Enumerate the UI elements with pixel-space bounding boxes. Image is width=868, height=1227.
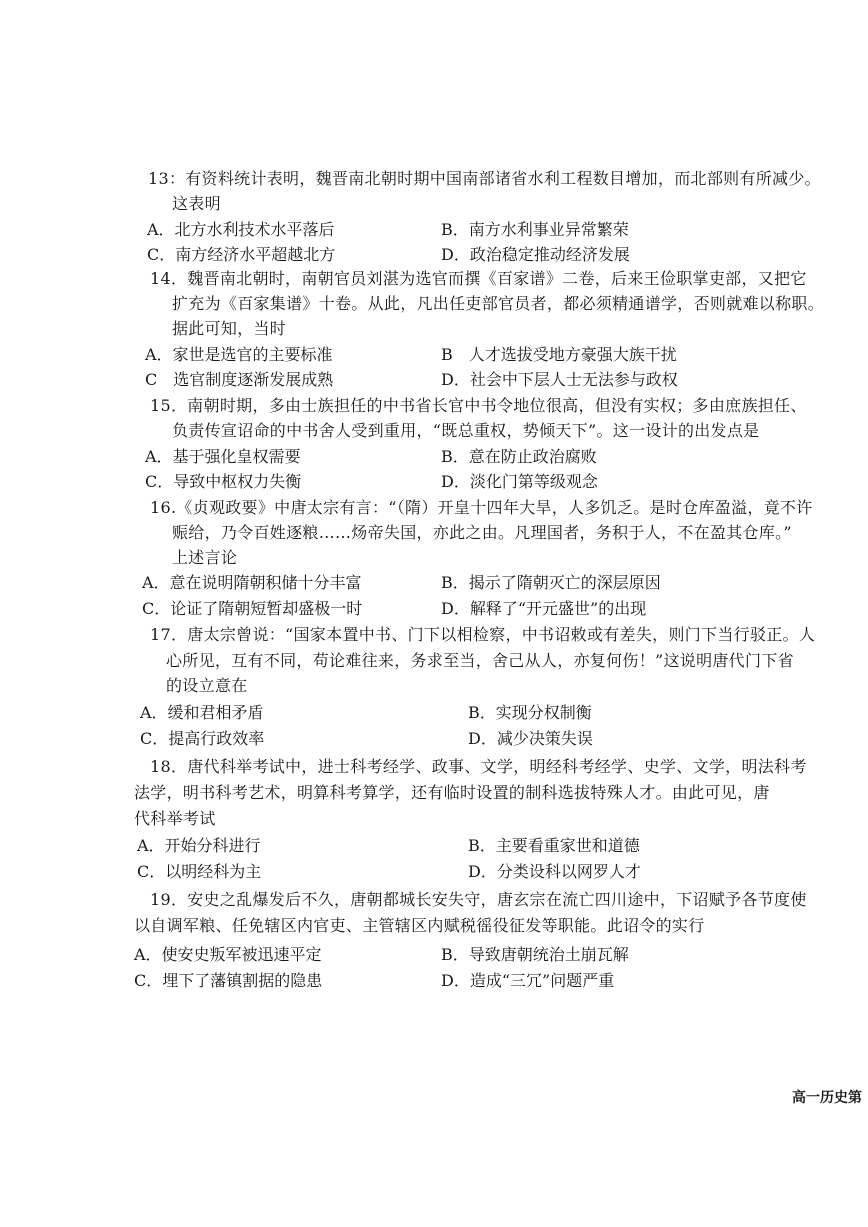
option-a: A．使安史叛军被迅速平定 — [134, 945, 322, 964]
option-d: D．减少决策失误 — [468, 729, 593, 748]
option-d: D．解释了“开元盛世”的出现 — [441, 599, 647, 618]
question-text-line: 据此可知，当时 — [172, 319, 287, 338]
option-c: C．提高行政效率 — [140, 729, 265, 748]
option-a: A．家世是选官的主要标准 — [145, 345, 333, 364]
option-b: B．揭示了隋朝灭亡的深层原因 — [441, 573, 661, 592]
question-text-line: 心所见，互有不同，苟论难往来，务求至当，舍己从人，亦复何伤！”这说明唐代门下省 — [166, 651, 794, 670]
question-text-line: 18．唐代科举考试中，进士科考经学、政事、文学，明经科考经学、史学、文学，明法科考 — [150, 757, 807, 776]
option-d: D．造成“三冗”问题严重 — [441, 971, 615, 990]
option-c: C．论证了隋朝短暂却盛极一时 — [142, 599, 363, 618]
page-footer: 高一历史第 — [792, 1090, 862, 1106]
option-c: C．以明经科为主 — [137, 862, 262, 881]
question-text-line: 上述言论 — [172, 548, 238, 567]
option-a: A．开始分科进行 — [137, 836, 261, 855]
option-d: D．政治稳定推动经济发展 — [441, 245, 630, 264]
option-b: B．导致唐朝统治土崩瓦解 — [441, 945, 629, 964]
question-text-line: 这表明 — [172, 194, 221, 213]
option-c: C 选官制度逐渐发展成熟 — [145, 370, 334, 389]
option-c: C．导致中枢权力失衡 — [145, 472, 302, 491]
question-text-line: 14．魏晋南北朝时，南朝官员刘湛为选官而撰《百家谱》二卷，后来王俭职掌吏部，又把它 — [150, 269, 807, 288]
option-d: D．淡化门第等级观念 — [441, 472, 598, 491]
option-b: B．意在防止政治腐败 — [441, 447, 597, 466]
question-text-line: 15．南朝时期，多由士族担任的中书省长官中书令地位很高，但没有实权；多由庶族担任、 — [150, 396, 807, 415]
option-d: D．社会中下层人士无法参与政权 — [441, 370, 678, 389]
option-b: B．实现分权制衡 — [468, 703, 592, 722]
question-text-line: 16.《贞观政要》中唐太宗有言：“（隋）开皇十四年大旱，人多饥乏。是时仓库盈溢，竟不许 — [150, 498, 813, 517]
option-c: C．南方经济水平超越北方 — [147, 245, 336, 264]
question-text-line: 负责传宣诏命的中书舍人受到重用，“既总重权，势倾天下”。这一设计的出发点是 — [172, 421, 760, 440]
question-text-line: 法学，明书科考艺术，明算科考算学，还有临时设置的制科选拔特殊人才。由此可见，唐 — [134, 783, 770, 802]
option-a: A．基于强化皇权需要 — [145, 447, 301, 466]
option-b: B．主要看重家世和道德 — [468, 836, 640, 855]
question-text-line: 赈给，乃令百姓逐粮……炀帝失国，亦此之由。凡理国者，务积于人，不在盈其仓库。” — [172, 523, 792, 542]
option-a: A．缓和君相矛盾 — [140, 703, 264, 722]
question-text-line: 代科举考试 — [134, 809, 216, 828]
question-text-line: 以自调军粮、任免辖区内官吏、主管辖区内赋税徭役征发等职能。此诏令的实行 — [134, 916, 705, 935]
option-a: A．意在说明隋朝积储十分丰富 — [142, 573, 362, 592]
question-text-line: 的设立意在 — [166, 676, 248, 695]
question-text-line: 13：有资料统计表明，魏晋南北朝时期中国南部诸省水利工程数目增加，而北部则有所减少。 — [148, 169, 821, 188]
option-d: D．分类设科以网罗人才 — [468, 862, 641, 881]
option-b: B．南方水利事业异常繁荣 — [441, 220, 629, 239]
question-text-line: 19．安史之乱爆发后不久，唐朝都城长安失守，唐玄宗在流亡四川途中，下诏赋予各节度使 — [150, 890, 807, 909]
option-b: B 人才选拔受地方豪强大族干扰 — [441, 345, 677, 364]
question-text-line: 扩充为《百家集谱》十卷。从此，凡出任吏部官员者，都必须精通谱学，否则就难以称职。 — [172, 294, 825, 313]
option-a: A．北方水利技术水平落后 — [147, 220, 335, 239]
option-c: C．埋下了藩镇割据的隐患 — [134, 971, 323, 990]
question-text-line: 17．唐太宗曾说：“国家本置中书、门下以相检察，中书诏敕或有差失，则门下当行驳正。人 — [150, 625, 816, 644]
